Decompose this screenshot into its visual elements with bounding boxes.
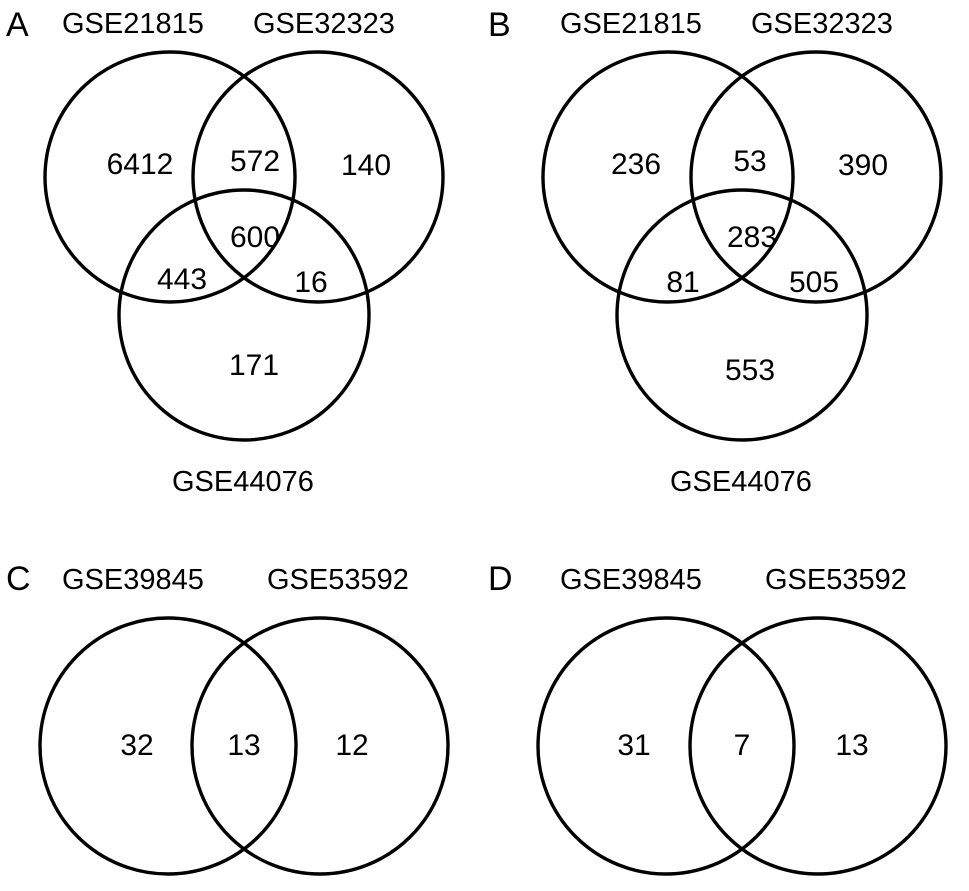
panel-a-count-inter-123: 600 [229,221,281,254]
panel-d-venn-circles [484,548,969,891]
panel-b-count-inter-12: 53 [733,145,767,178]
panel-b-letter: B [488,6,511,44]
panel-b-count-inter-123: 283 [726,221,778,254]
panel-a [0,0,484,530]
panel-d-set-label-1: GSE39845 [560,564,702,596]
panel-a-count-inter-23: 16 [294,266,328,299]
panel-c-count-only-1: 32 [120,729,154,762]
panel-b-count-only-3: 553 [724,354,776,387]
panel-b-set-label-3: GSE44076 [670,466,812,498]
panel-c-set-label-2: GSE53592 [267,564,409,596]
panel-a-count-only-3: 171 [228,349,280,382]
panel-a-set-label-1: GSE21815 [62,8,204,40]
panel-c-letter: C [6,560,31,598]
panel-b-set-label-2: GSE32323 [751,8,893,40]
panel-d-letter: D [488,560,513,598]
panel-b-count-inter-23: 505 [788,266,840,299]
panel-c-count-inter-12: 13 [227,729,261,762]
panel-d-set-label-2: GSE53592 [765,564,907,596]
panel-c-venn-circles [0,548,484,891]
panel-c-count-only-2: 12 [335,729,369,762]
panel-a-count-only-2: 140 [340,149,392,182]
panel-a-count-only-1: 6412 [106,148,174,181]
panel-b-venn-circles [484,0,969,530]
panel-a-count-inter-12: 572 [229,145,281,178]
panel-b-set-label-1: GSE21815 [560,8,702,40]
panel-a-set-label-3: GSE44076 [172,466,314,498]
panel-a-letter: A [6,6,29,44]
panel-a-set-label-2: GSE32323 [253,8,395,40]
panel-d [484,548,969,891]
panel-c [0,548,484,891]
panel-b [484,0,969,530]
panel-c-set-label-1: GSE39845 [62,564,204,596]
panel-a-venn-circles [0,0,484,530]
panel-b-count-inter-13: 81 [666,266,700,299]
panel-d-count-inter-12: 7 [733,729,751,762]
panel-a-count-inter-13: 443 [156,263,208,296]
panel-d-count-only-2: 13 [835,729,869,762]
panel-d-count-only-1: 31 [617,729,651,762]
panel-b-count-only-2: 390 [837,149,889,182]
panel-b-count-only-1: 236 [610,148,662,181]
